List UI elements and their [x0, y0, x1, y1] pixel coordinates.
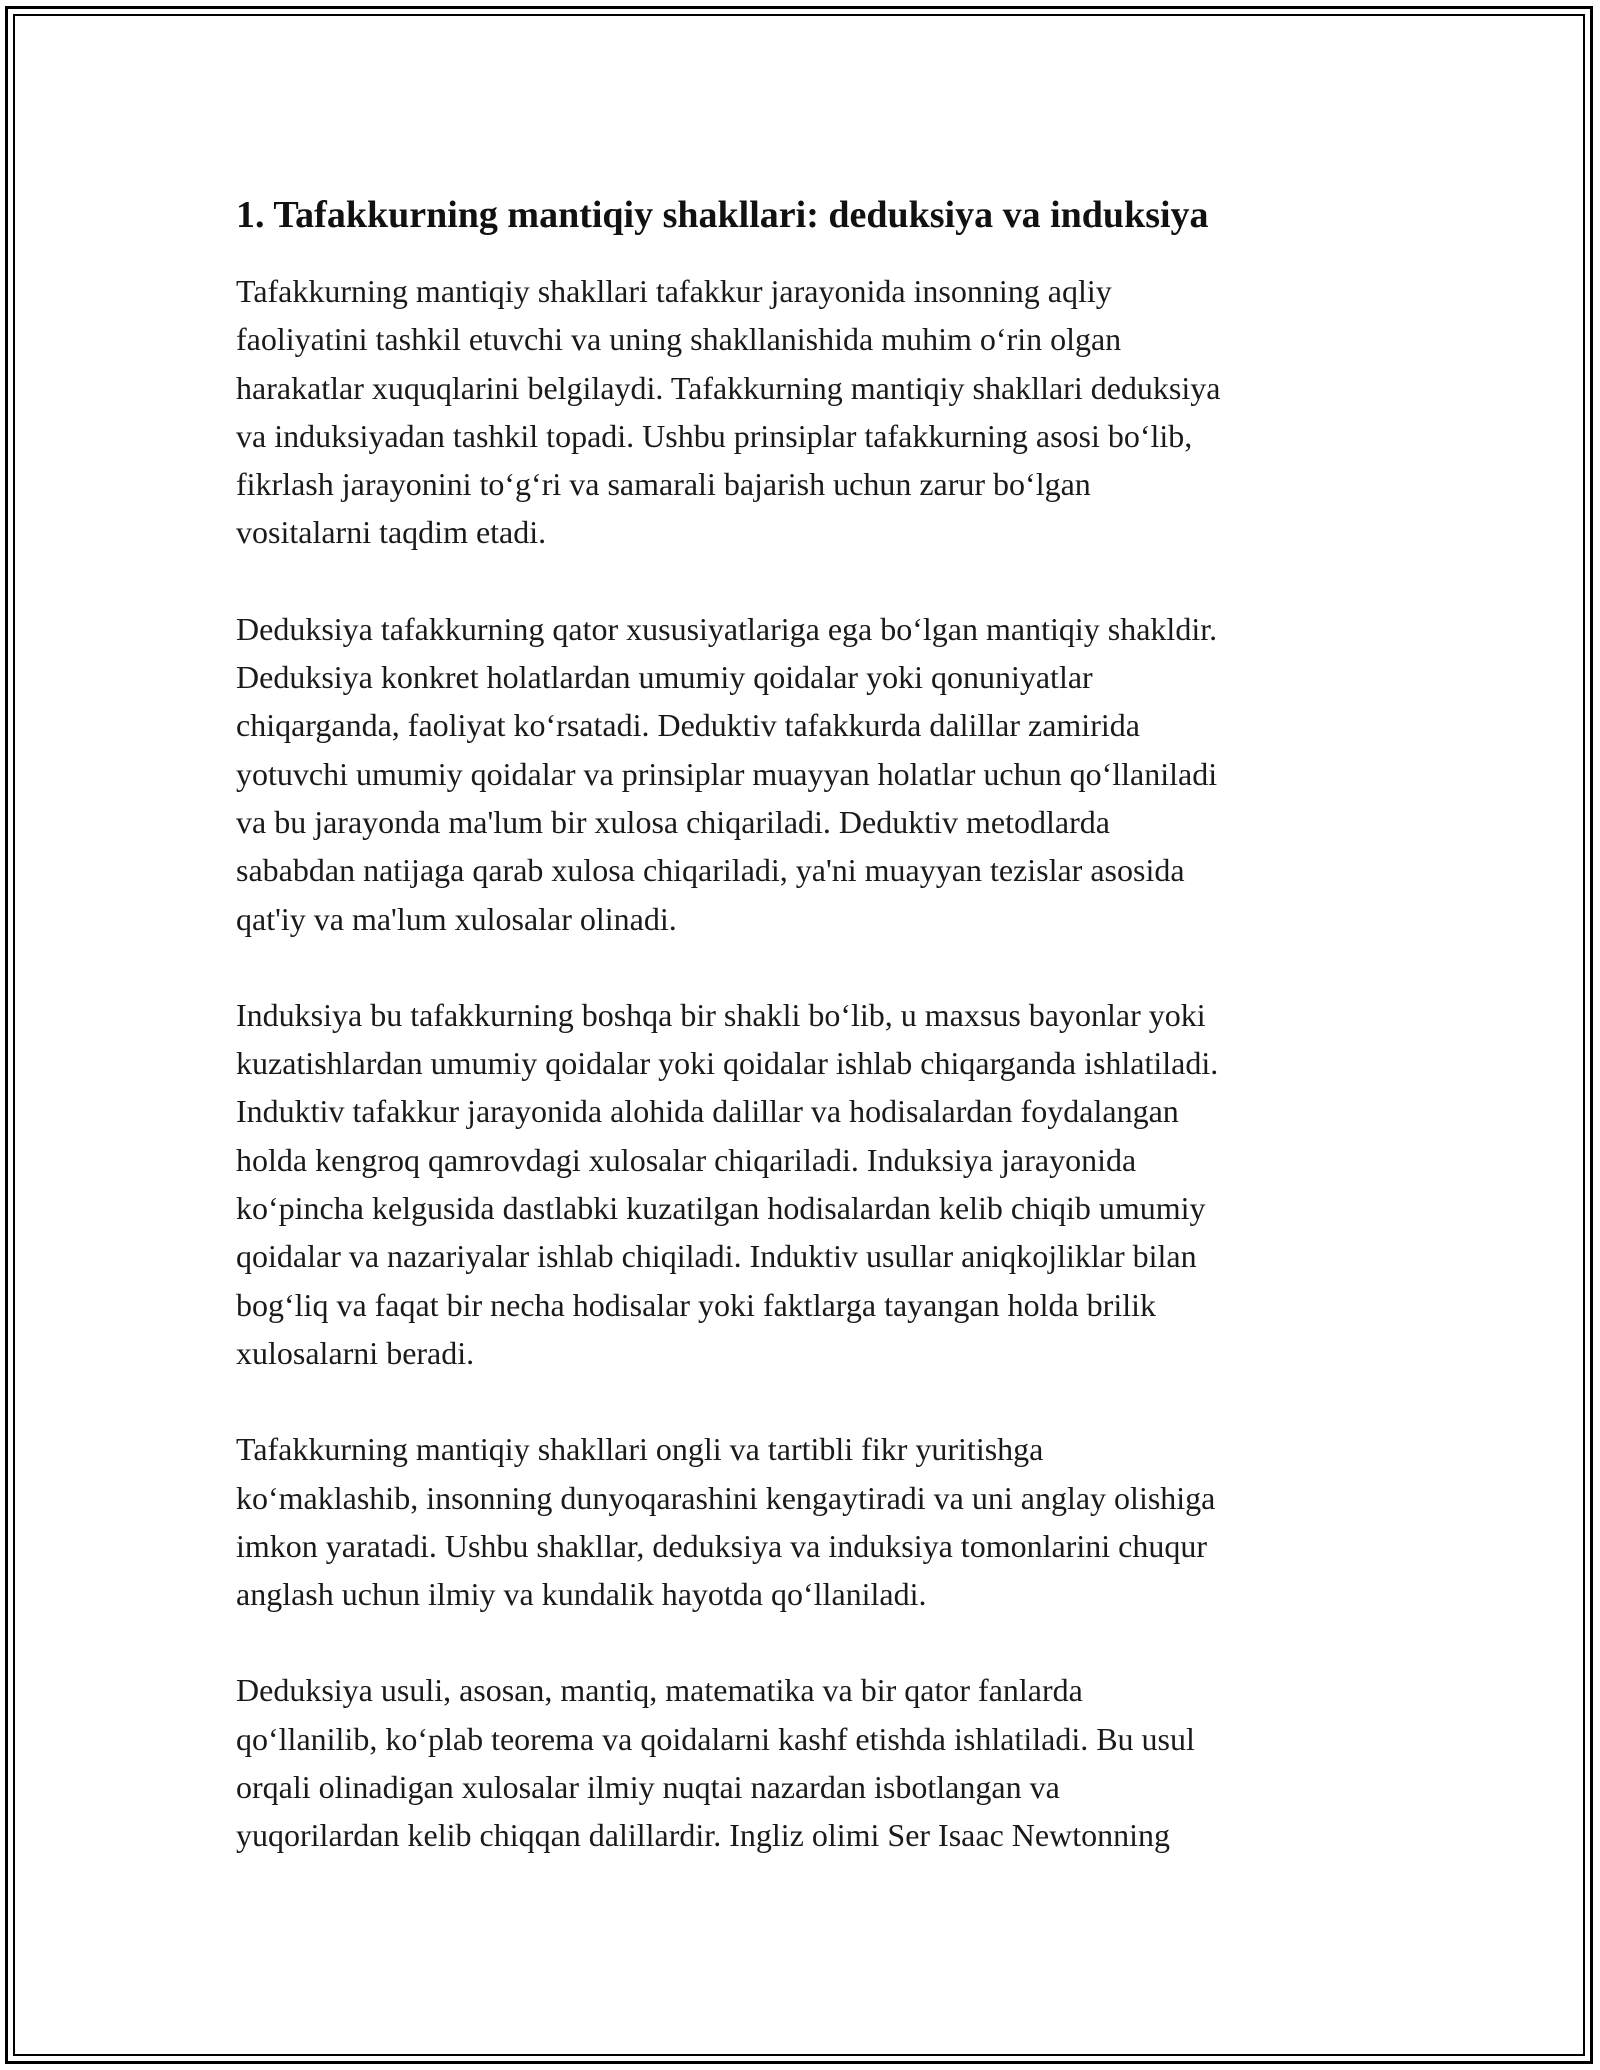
text-line: harakatlar xuquqlarini belgilaydi. Tafakkurning mantiqiy shakllari deduksiya: [236, 369, 1221, 406]
text-line: va bu jarayonda ma'lum bir xulosa chiqariladi. Deduktiv metodlarda: [236, 803, 1110, 840]
text-line: Deduksiya tafakkurning qator xususiyatlariga ega bo‘lgan mantiqiy shakldir.: [236, 610, 1218, 647]
text-line: Deduksiya usuli, asosan, mantiq, matematika va bir qator fanlarda: [236, 1672, 1083, 1709]
text-line: fikrlash jarayonini to‘g‘ri va samarali bajarish uchun zarur bo‘lgan: [236, 466, 1091, 503]
document-page: [236, 185, 1381, 1908]
text-line: yuqorilardan kelib chiqqan dalillardir. Ingliz olimi Ser Isaac Newtonning: [236, 1817, 1170, 1854]
paragraph-induction: [236, 991, 1381, 1377]
text-line: qoidalar va nazariyalar ishlab chiqiladi. Induktiv usullar aniqkojliklar bilan: [236, 1238, 1197, 1275]
text-line: imkon yaratadi. Ushbu shakllar, deduksiya va induksiya tomonlarini chuqur: [236, 1527, 1207, 1564]
text-line: ko‘pincha kelgusida dastlabki kuzatilgan hodisalardan kelib chiqib umumiy: [236, 1190, 1206, 1227]
paragraph-intro: [236, 267, 1381, 557]
text-line: qat'iy va ma'lum xulosalar olinadi.: [236, 900, 677, 937]
text-line: ko‘maklashib, insonning dunyoqarashini kengaytiradi va uni anglay olishiga: [236, 1479, 1216, 1516]
text-line: Tafakkurning mantiqiy shakllari tafakkur jarayonida insonning aqliy: [236, 273, 1112, 309]
text-line: anglash uchun ilmiy va kundalik hayotda qo‘llaniladi.: [236, 1576, 927, 1613]
text-line: chiqarganda, faoliyat ko‘rsatadi. Deduktiv tafakkurda dalillar zamirida: [236, 707, 1140, 744]
text-line: Deduksiya konkret holatlardan umumiy qoidalar yoki qonuniyatlar: [236, 659, 1093, 696]
text-line: Tafakkurning mantiqiy shakllari ongli va tartibli fikr yuritishga: [236, 1431, 1044, 1468]
text-line: xulosalarni beradi.: [236, 1334, 475, 1371]
text-line: Induktiv tafakkur jarayonida alohida dalillar va hodisalardan foydalangan: [236, 1093, 1179, 1130]
text-line: orqali olinadigan xulosalar ilmiy nuqtai nazardan isbotlangan va: [236, 1769, 1060, 1806]
text-line: va induksiyadan tashkil topadi. Ushbu prinsiplar tafakkurning asosi bo‘lib,: [236, 417, 1193, 454]
text-line: kuzatishlardan umumiy qoidalar yoki qoidalar ishlab chiqarganda ishlatiladi.: [236, 1045, 1219, 1082]
paragraph-deduction: [236, 605, 1381, 943]
text-line: yotuvchi umumiy qoidalar va prinsiplar muayyan holatlar uchun qo‘llaniladi: [236, 755, 1218, 792]
text-line: bog‘liq va faqat bir necha hodisalar yoki faktlarga tayangan holda brilik: [236, 1286, 1156, 1323]
paragraph-deduction-method: [236, 1666, 1381, 1859]
section-heading: 1. Tafakkurning mantiqiy shakllari: deduksiya va induksiya: [236, 194, 1209, 236]
text-line: holda kengroq qamrovdagi xulosalar chiqariladi. Induksiya jarayonida: [236, 1141, 1137, 1178]
text-line: sababdan natijaga qarab xulosa chiqariladi, ya'ni muayyan tezislar asosida: [236, 852, 1185, 889]
text-line: faoliyatini tashkil etuvchi va uning shakllanishida muhim o‘rin olgan: [236, 321, 1122, 358]
text-line: Induksiya bu tafakkurning boshqa bir shakli bo‘lib, u maxsus bayonlar yoki: [236, 996, 1206, 1033]
text-line: qo‘llanilib, ko‘plab teorema va qoidalarni kashf etishda ishlatiladi. Bu usul: [236, 1720, 1195, 1757]
paragraph-summary: [236, 1425, 1381, 1618]
text-line: vositalarni taqdim etadi.: [236, 514, 547, 551]
